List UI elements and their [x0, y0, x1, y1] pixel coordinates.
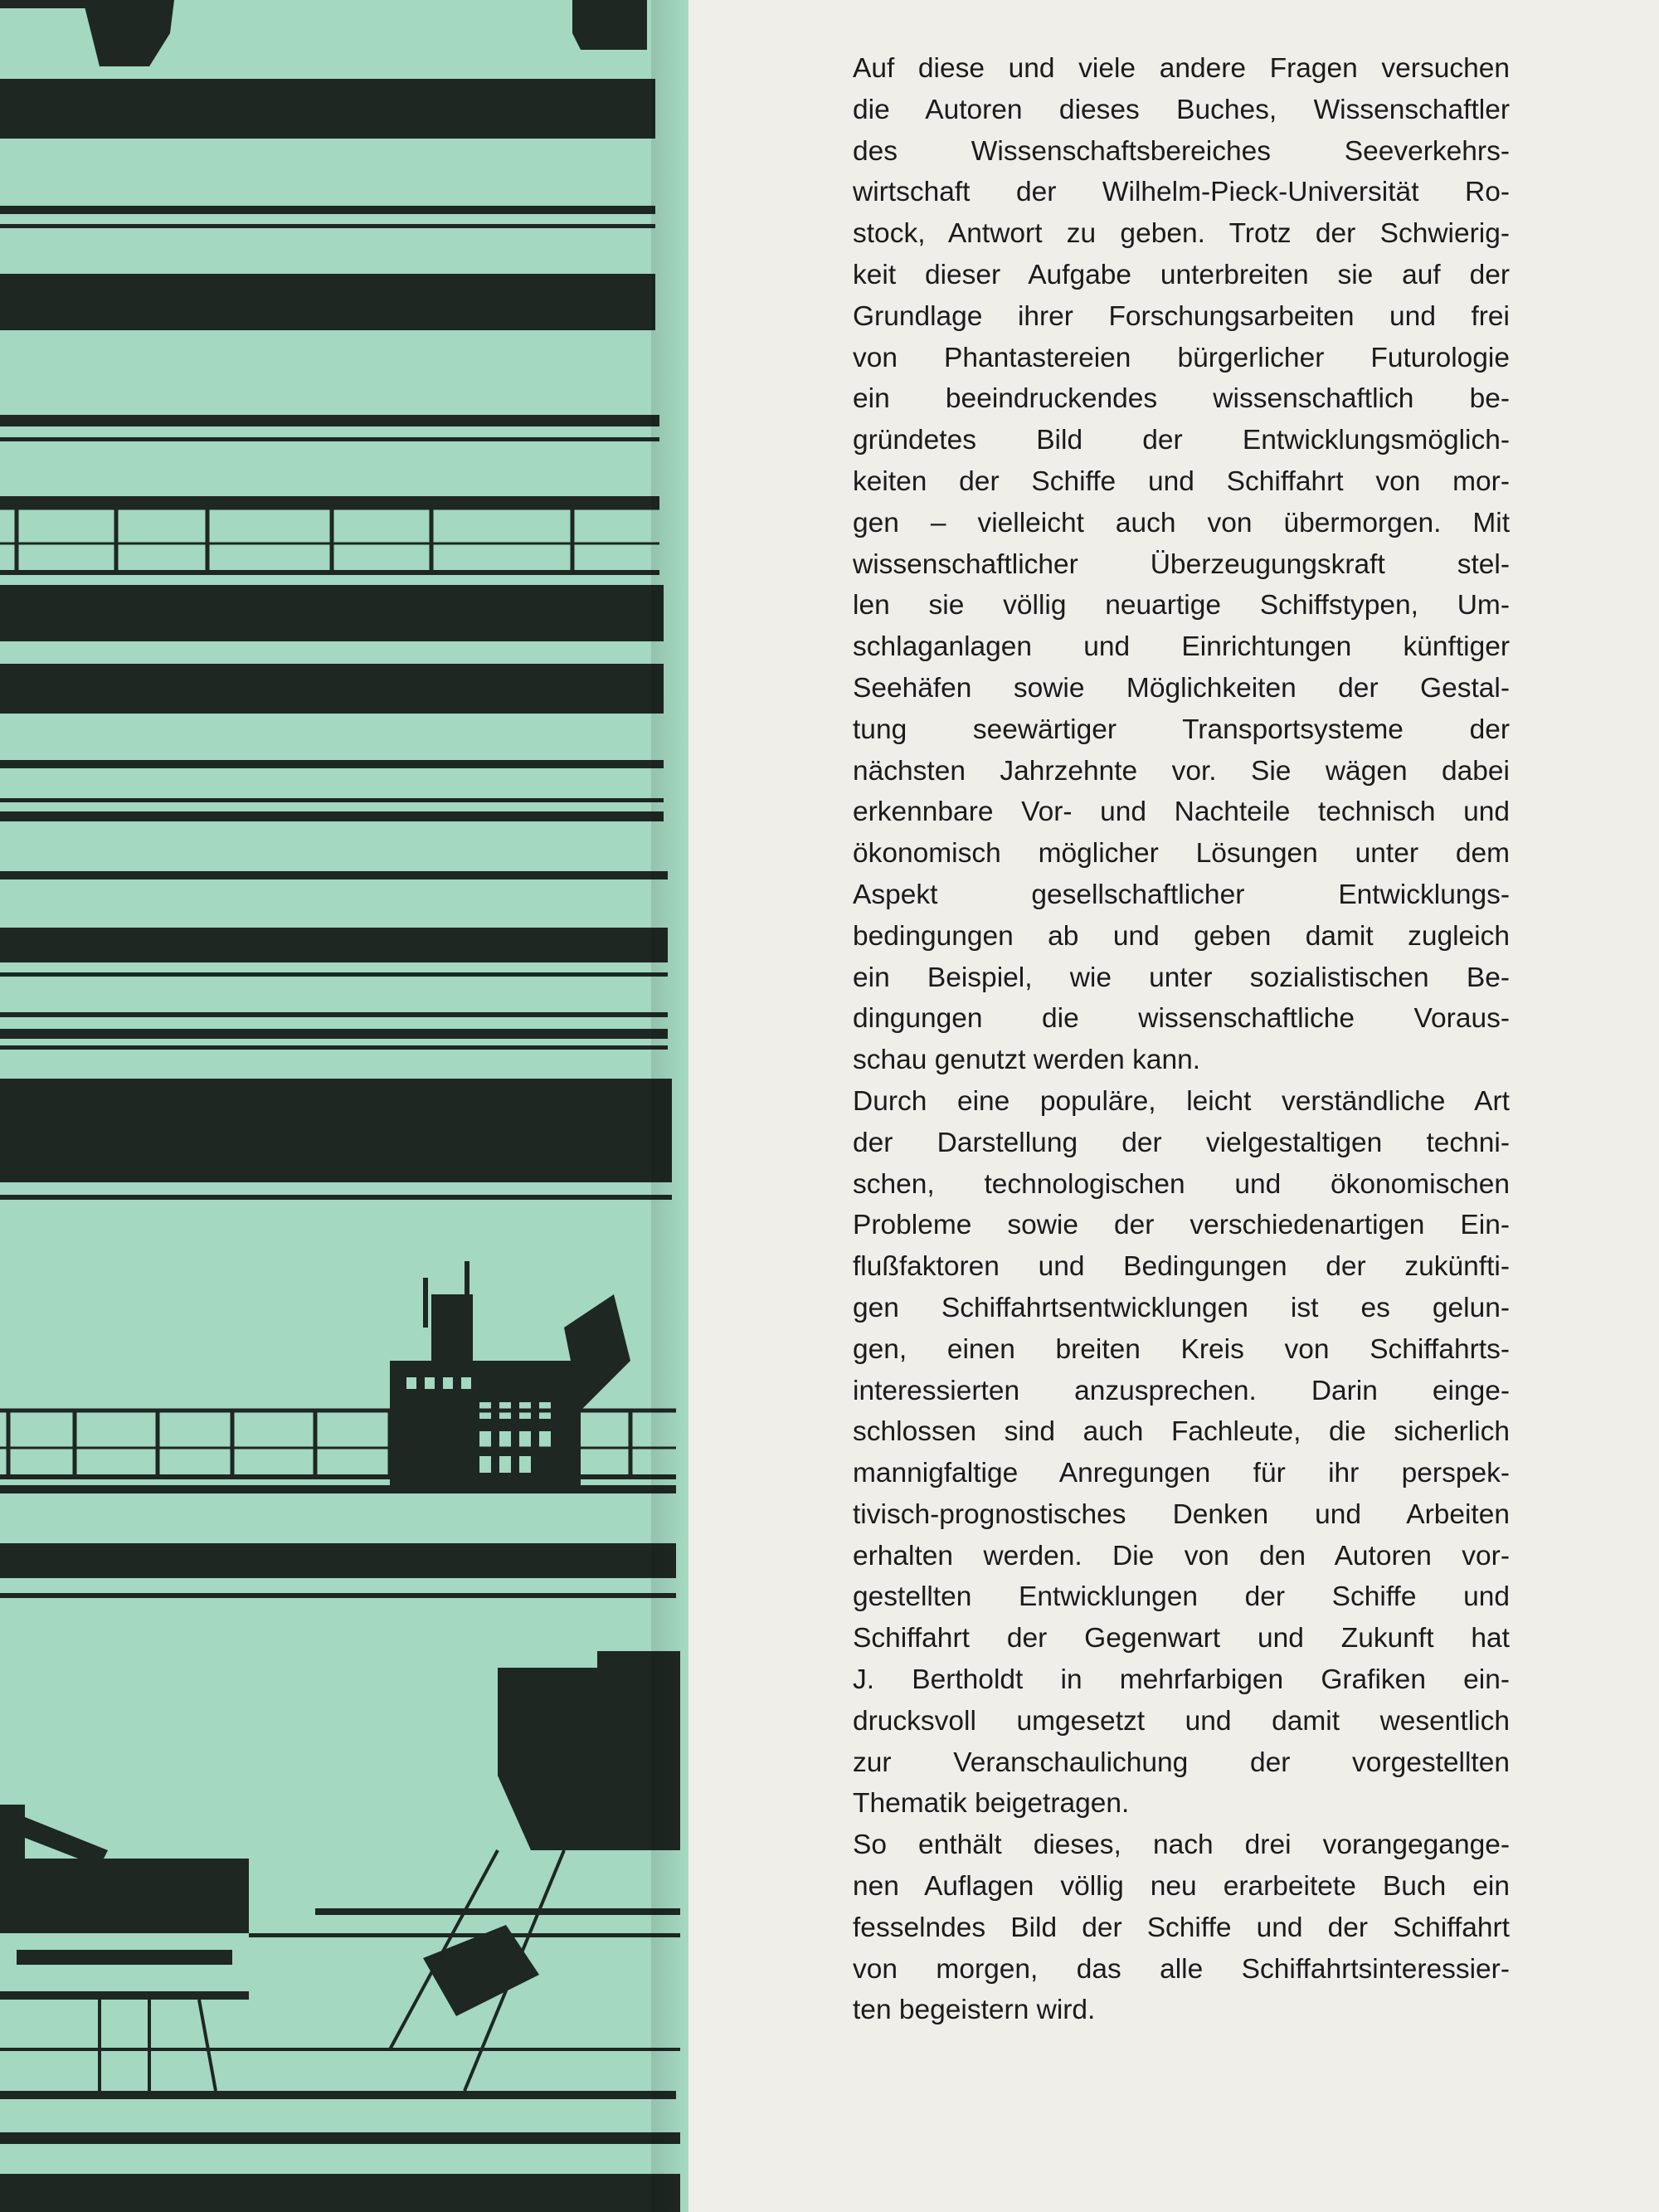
text-line: von morgen, das alle Schiffahrtsinteressier-	[853, 1953, 1510, 1985]
text-line: Auf diese und viele andere Fragen versuchen	[853, 53, 1510, 84]
text-line: des Wissenschaftsbereiches Seeverkehrs-	[853, 135, 1510, 167]
text-line: Durch eine populäre, leicht verständliche Art	[853, 1085, 1510, 1117]
text-line: erkennbare Vor- und Nachteile technisch und	[853, 797, 1510, 828]
text-line: gründetes Bild der Entwicklungsmöglich-	[853, 425, 1510, 456]
text-line: nen Auflagen völlig neu erarbeitete Buch ein	[853, 1871, 1510, 1903]
text-line: ten begeistern wird.	[853, 1995, 1096, 2026]
text-line: Grundlage ihrer Forschungsarbeiten und frei	[853, 300, 1510, 332]
body-text	[853, 48, 1510, 2031]
text-line: stock, Antwort zu geben. Trotz der Schwierig-	[853, 218, 1510, 250]
text-line: gen Schiffahrtsentwicklungen ist es gelun-	[853, 1292, 1510, 1323]
text-line: schen, technologischen und ökonomischen	[853, 1168, 1510, 1200]
text-line: Aspekt gesellschaftlicher Entwicklungs-	[853, 879, 1510, 910]
paragraph	[853, 48, 1510, 1081]
text-line: wissenschaftlicher Überzeugungskraft stel-	[853, 548, 1510, 580]
text-line: Seehäfen sowie Möglichkeiten der Gestal-	[853, 672, 1510, 704]
text-line: keiten der Schiffe und Schiffahrt von mor-	[853, 465, 1510, 497]
paragraph	[853, 1825, 1510, 2031]
text-line: schau genutzt werden kann.	[853, 1045, 1201, 1076]
text-line: Thematik beigetragen.	[853, 1788, 1130, 1820]
text-line: ökonomisch möglicher Lösungen unter dem	[853, 838, 1510, 870]
text-line: tung seewärtiger Transportsysteme der	[853, 714, 1510, 745]
text-line: flußfaktoren und Bedingungen der zukünfti-	[853, 1251, 1510, 1283]
text-line: drucksvoll umgesetzt und damit wesentlich	[853, 1705, 1510, 1737]
text-line: von Phantastereien bürgerlicher Futurologie	[853, 342, 1510, 373]
text-line: dingungen die wissenschaftliche Voraus-	[853, 1003, 1510, 1035]
text-line: schlossen sind auch Fachleute, die sicherlich	[853, 1416, 1510, 1448]
text-line: So enthält dieses, nach drei vorangegange-	[853, 1830, 1510, 1861]
text-line: keit dieser Aufgabe unterbreiten sie auf der	[853, 259, 1510, 290]
text-line: erhalten werden. Die von den Autoren vor-	[853, 1540, 1510, 1571]
text-line: fesselndes Bild der Schiffe und der Schiffahrt	[853, 1912, 1510, 1943]
text-line: nächsten Jahrzehnte vor. Sie wägen dabei	[853, 755, 1510, 787]
text-line: tivisch-prognostisches Denken und Arbeiten	[853, 1498, 1510, 1530]
text-line: mannigfaltige Anregungen für ihr perspek-	[853, 1458, 1510, 1489]
text-line: gestellten Entwicklungen der Schiffe und	[853, 1581, 1510, 1613]
text-line: J. Bertholdt in mehrfarbigen Grafiken ein-	[853, 1664, 1510, 1696]
text-line: len sie völlig neuartige Schiffstypen, Um-	[853, 590, 1510, 621]
text-line: ein beeindruckendes wissenschaftlich be-	[853, 383, 1510, 415]
text-line: zur Veranschaulichung der vorgestellten	[853, 1747, 1510, 1778]
text-line: gen, einen breiten Kreis von Schiffahrts-	[853, 1333, 1510, 1365]
text-line: wirtschaft der Wilhelm-Pieck-Universität Ro-	[853, 177, 1510, 208]
text-line: interessierten anzusprechen. Darin einge-	[853, 1375, 1510, 1406]
text-line: der Darstellung der vielgestaltigen techni-	[853, 1127, 1510, 1158]
text-line: schlaganlagen und Einrichtungen künftiger	[853, 631, 1510, 663]
ship-illustration	[0, 0, 688, 2212]
paragraph	[853, 1081, 1510, 1825]
text-line: gen – vielleicht auch von übermorgen. Mit	[853, 507, 1510, 538]
text-line: ein Beispiel, wie unter sozialistischen Be-	[853, 962, 1510, 993]
text-line: Schiffahrt der Gegenwart und Zukunft hat	[853, 1623, 1510, 1654]
text-line: Probleme sowie der verschiedenartigen Ein-	[853, 1210, 1510, 1241]
text-line: bedingungen ab und geben damit zugleich	[853, 920, 1510, 952]
text-line: die Autoren dieses Buches, Wissenschaftler	[853, 94, 1510, 125]
